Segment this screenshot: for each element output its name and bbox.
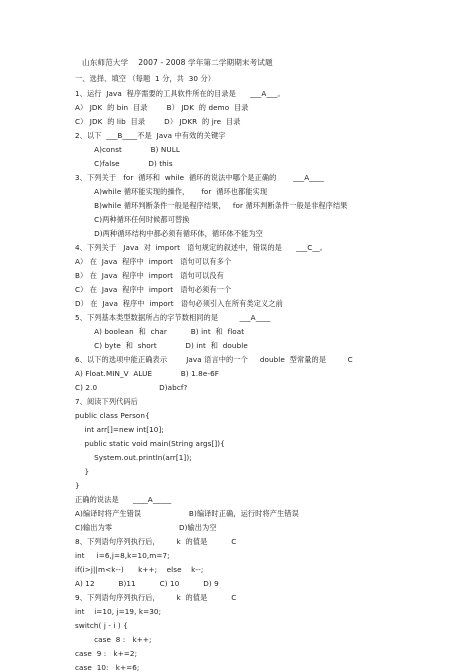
question-8-options: A) 12 B)11 C) 10 D) 9 — [75, 579, 219, 588]
code-line-6: } — [75, 481, 80, 490]
question-7-answer: 正确的说法是 ____A_____ — [75, 495, 172, 504]
question-6: 6、以下的选项中能正确表示 Java 语言中的一个 double 型常量的是 C — [75, 355, 353, 364]
question-3-option-a: A)while 循环能实现的操作， for 循环也都能实现 — [75, 187, 268, 196]
question-4-option-a: A） 在 Java 程序中 import 语句可以有多个 — [75, 257, 232, 266]
code-line-2: int arr[]=new int[10]; — [75, 425, 164, 434]
question-7-option-ab: A)编译时将产生错误 B)编译时正确，运行时将产生错误 — [75, 509, 299, 518]
question-3-option-b: B)while 循环判断条件一般是程序结果， for 循环判断条件一般是非程序结果 — [75, 201, 348, 210]
question-7-option-cd: C)输出为零 D)输出为空 — [75, 523, 217, 532]
question-9-code-2: switch( j - i ) { — [75, 621, 128, 630]
question-8-code-2: if(i>j||m<k--) k++; else k--; — [75, 565, 204, 574]
question-9-code-3: case 8 : k++; — [75, 635, 152, 644]
code-line-5: } — [75, 467, 90, 476]
question-2-option-cd: C)false D) this — [75, 159, 173, 168]
question-3: 3、下列关于 for 循环和 while 循环的说法中哪个是正确的 ___A____ — [75, 173, 324, 182]
question-5-option-ab: A) boolean 和 char B) int 和 float — [75, 327, 245, 336]
question-9: 9、下列语句序列执行后， k 的值是 C — [75, 593, 237, 602]
question-1-option-cd: C） JDK 的 lib 目录 D） JDKR 的 jre 目录 — [75, 117, 241, 126]
question-2-option-ab: A)const B) NULL — [75, 145, 180, 154]
question-6-option-ab: A) Float.MIN_V ALUE B) 1.8e-6F — [75, 369, 219, 378]
question-8-code-1: int i=6,j=8,k=10,m=7; — [75, 551, 170, 560]
exam-title: 山东师范大学 2007 - 2008 学年第二学期期末考试题 — [82, 58, 273, 67]
question-4: 4、下列关于 Java 对 import 语句规定的叙述中，错误的是 ___C__。 — [75, 243, 328, 252]
question-1: 1、运行 Java 程序需要的工具软件所在的目录是 ___A___。 — [75, 89, 285, 98]
question-4-option-d: D） 在 Java 程序中 import 语句必须引入在所有类定义之前 — [75, 299, 283, 308]
question-6-option-cd: C) 2.0 D)abcf? — [75, 383, 188, 392]
question-4-option-c: C） 在 Java 程序中 import 语句必须有一个 — [75, 285, 232, 294]
question-9-code-4: case 9 : k+=2; — [75, 649, 138, 658]
question-8: 8、下列语句序列执行后， k 的值是 C — [75, 537, 237, 546]
question-9-code-1: int i=10, j=19, k=30; — [75, 607, 162, 616]
question-9-code-5: case 10: k+=6; — [75, 663, 140, 672]
code-line-4: System.out.println(arr[1]); — [75, 453, 192, 462]
question-7: 7、阅读下列代码后 — [75, 397, 138, 406]
code-line-1: public class Person{ — [75, 411, 150, 420]
question-1-option-ab: A） JDK 的 bin 目录 B） JDK 的 demo 目录 — [75, 103, 249, 112]
question-3-option-d: D)两种循环结构中都必须有循环体，循环体不能为空 — [75, 229, 263, 238]
question-5-option-cd: C) byte 和 short D) int 和 double — [75, 341, 248, 350]
code-line-3: public static void main(String args[]){ — [75, 439, 225, 448]
section-heading: 一、选择、填空 （每题 1 分，共 30 分） — [75, 74, 216, 83]
question-4-option-b: B） 在 Java 程序中 import 语句可以没有 — [75, 271, 224, 280]
question-5: 5、下列基本类型数据所占的字节数相同的是 ___A____ — [75, 313, 271, 322]
question-3-option-c: C)两种循环任何时候都可替换 — [75, 215, 190, 224]
question-2: 2、以下 ___B____不是 Java 中有效的关键字 — [75, 131, 226, 140]
